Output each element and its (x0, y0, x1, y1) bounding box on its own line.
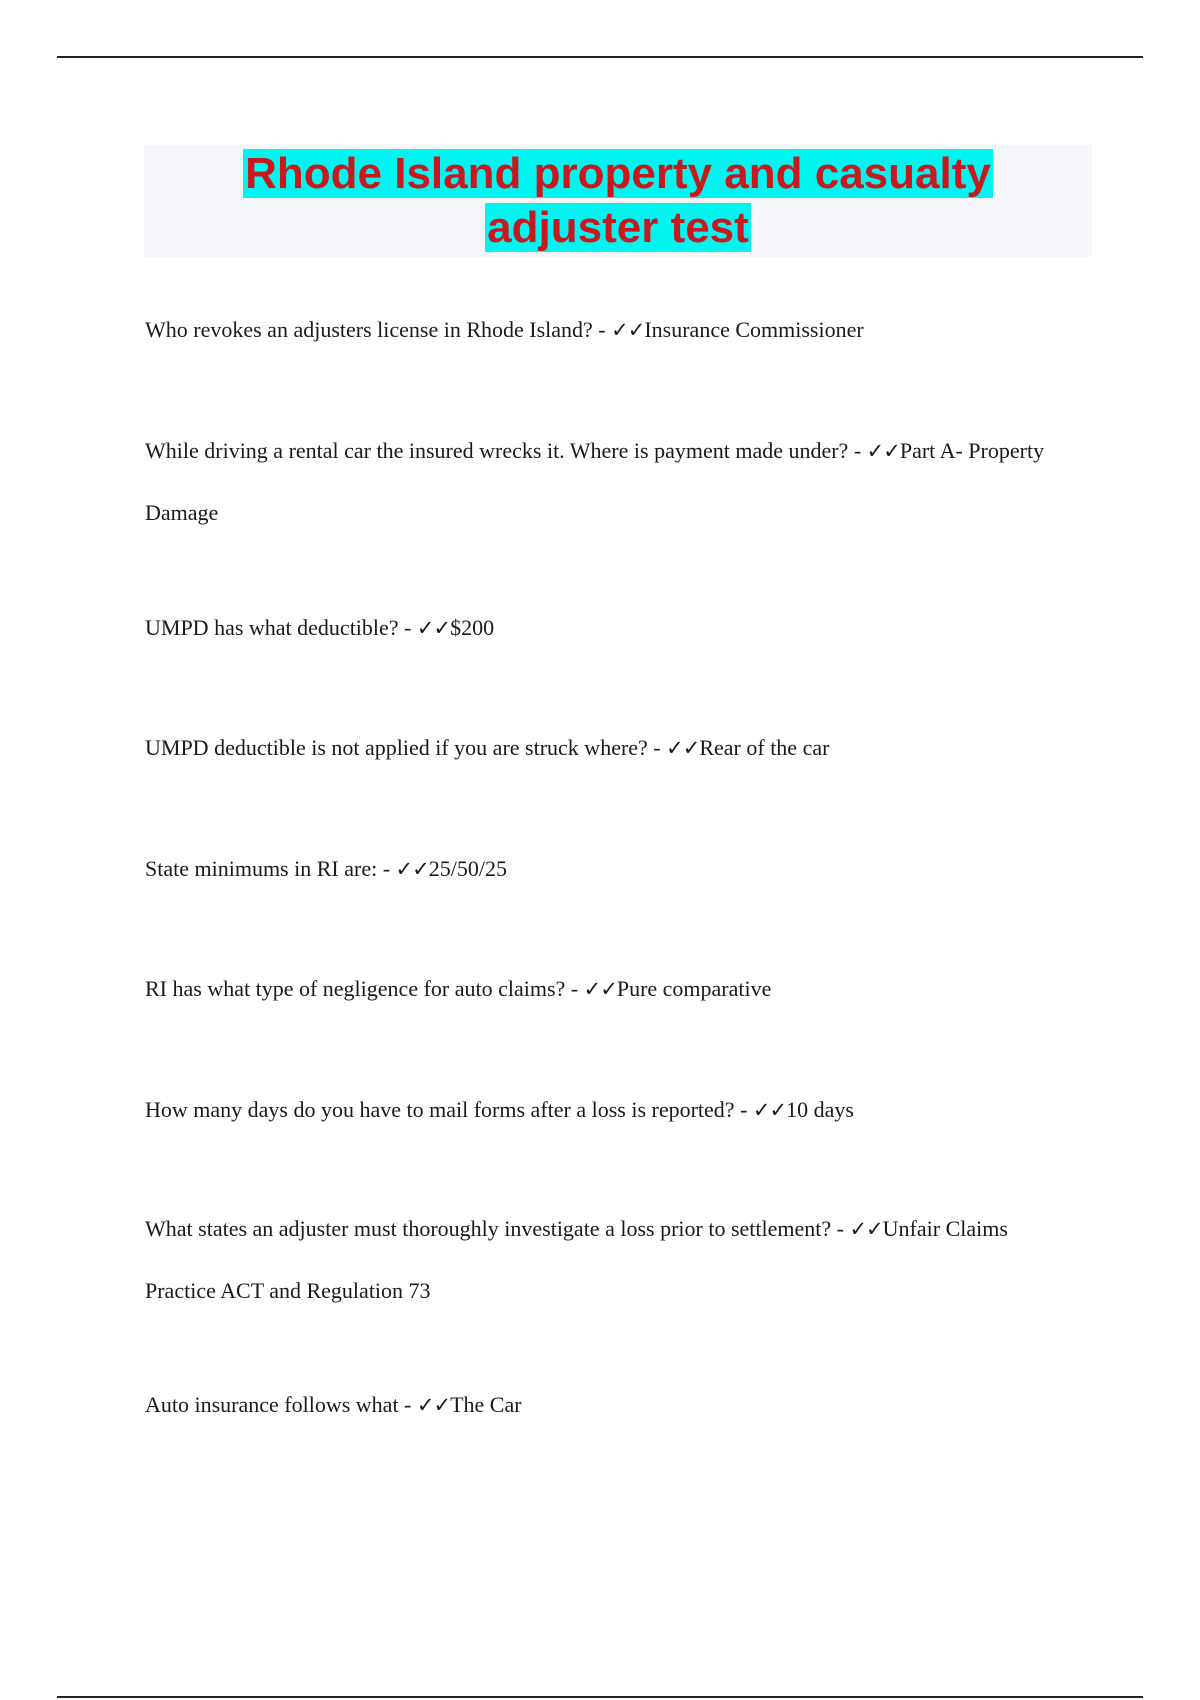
answer-text: 25/50/25 (428, 856, 507, 881)
check-mark-icon: ✓✓ (583, 977, 617, 1001)
qa-item-9 (145, 1374, 1065, 1436)
answer-text: Unfair Claims Practice ACT and Regulation 73 (145, 1216, 1008, 1303)
check-mark-icon: ✓✓ (395, 857, 429, 881)
title-banner (144, 145, 1092, 257)
answer-text: Pure comparative (616, 976, 772, 1001)
answer-text: $200 (450, 615, 495, 640)
check-mark-icon: ✓✓ (849, 1217, 883, 1241)
qa-item-3 (145, 597, 1065, 659)
question-text: How many days do you have to mail forms after a loss is reported? - (145, 1097, 753, 1122)
question-text: RI has what type of negligence for auto claims? - (145, 976, 584, 1001)
question-text: UMPD has what deductible? - (145, 615, 417, 640)
check-mark-icon: ✓✓ (416, 1393, 451, 1417)
answer-text: Rear of the car (699, 735, 830, 760)
answer-text: 10 days (786, 1097, 854, 1122)
qa-item-6 (145, 958, 1065, 1020)
check-mark-icon: ✓✓ (866, 439, 900, 463)
qa-item-7 (145, 1079, 1065, 1141)
answer-text: Insurance Commissioner (644, 317, 864, 342)
question-text: What states an adjuster must thoroughly investigate a loss prior to settlement? - (145, 1216, 850, 1241)
question-text: State minimums in RI are: - (145, 856, 396, 881)
qa-item-1 (145, 299, 1065, 361)
check-mark-icon: ✓✓ (611, 318, 645, 342)
question-text: While driving a rental car the insured wrecks it. Where is payment made under? - (145, 438, 867, 463)
document-title (243, 147, 993, 255)
title-line-1: Rhode Island property and casualty (245, 149, 991, 198)
title-line-2: adjuster test (487, 203, 749, 252)
question-text: Auto insurance follows what - (145, 1392, 417, 1417)
qa-item-8 (145, 1198, 1065, 1321)
qa-item-4 (145, 717, 1065, 779)
check-mark-icon: ✓✓ (666, 736, 700, 760)
question-text: UMPD deductible is not applied if you are struck where? - (145, 735, 667, 760)
bottom-rule (57, 1696, 1143, 1698)
qa-item-2 (145, 420, 1065, 543)
check-mark-icon: ✓✓ (752, 1098, 787, 1122)
answer-text: Part A- Property Damage (145, 438, 1045, 525)
check-mark-icon: ✓✓ (416, 616, 451, 640)
top-rule (57, 56, 1143, 58)
answer-text: The Car (450, 1392, 522, 1417)
question-text: Who revokes an adjusters license in Rhode Island? - (145, 317, 612, 342)
qa-item-5 (145, 838, 1065, 900)
